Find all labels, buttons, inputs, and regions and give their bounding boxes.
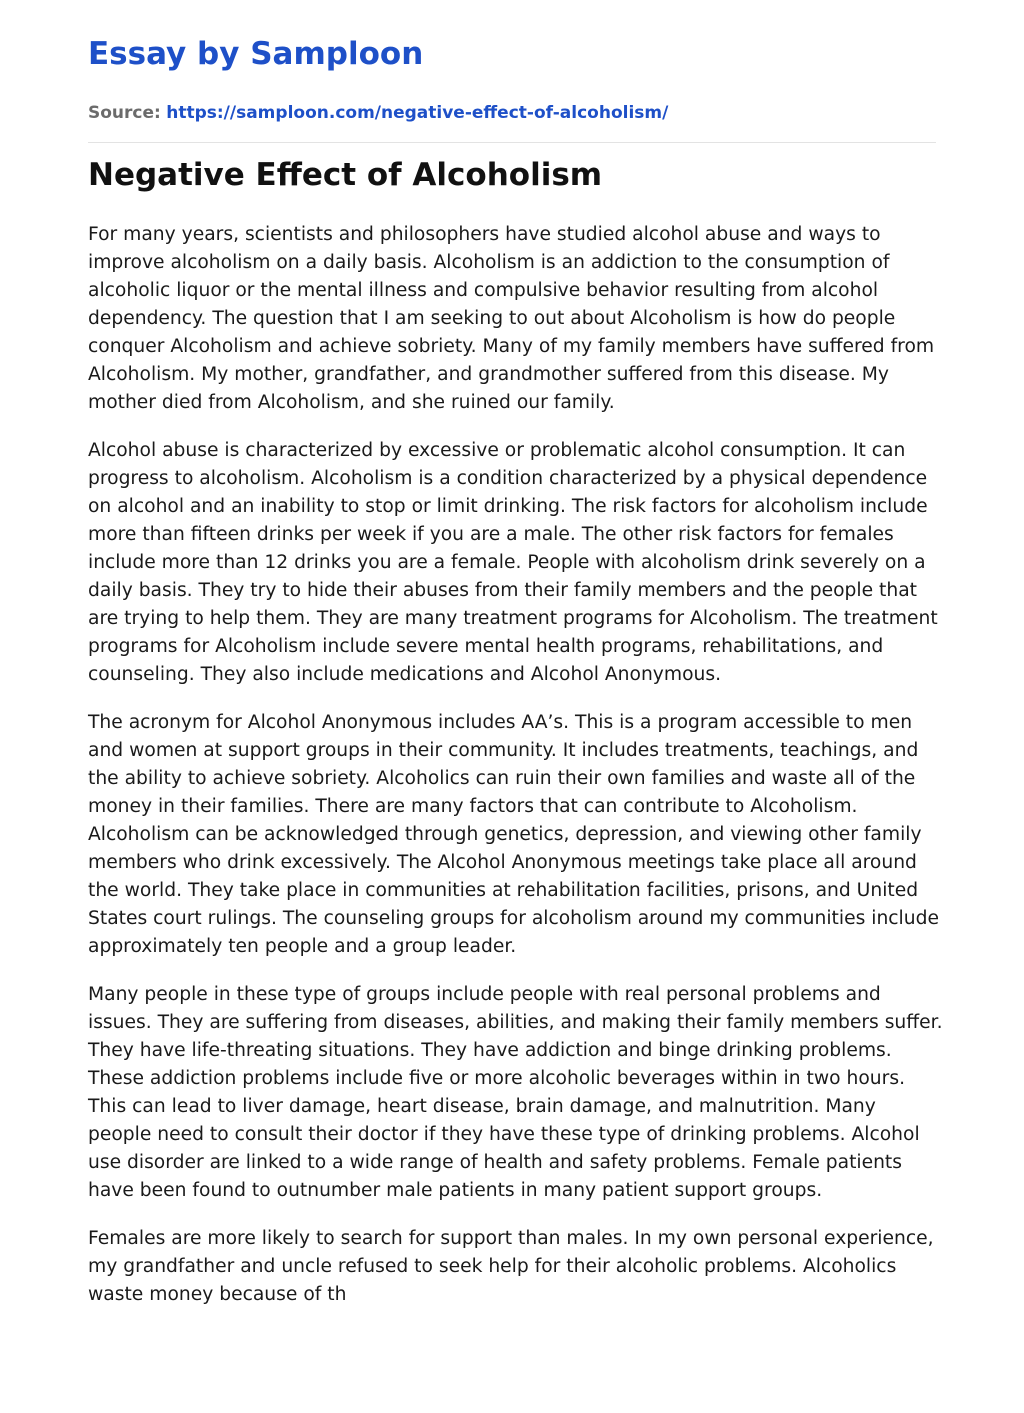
source-line bbox=[88, 103, 668, 123]
essay-paragraph: Many people in these type of groups include people with real personal problems and issues. They are suffering from diseases, abilities, and making their family members suffer. They have life-threating situations. They have addiction and binge drinking problems. These addiction problems include five or more alcoholic beverages within in two hours. This can lead to liver damage, heart disease, brain damage, and malnutrition. Many people need to consult their doctor if they have these type of drinking problems. Alcohol use disorder are linked to a wide range of health and safety problems. Female patients have been found to outnumber male patients in many patient support groups. bbox=[88, 984, 943, 1201]
site-brand[interactable]: Essay by Samploon bbox=[88, 36, 424, 72]
essay-paragraph: Alcohol abuse is characterized by excessive or problematic alcohol consumption. It can progress to alcoholism. Alcoholism is a condition characterized by a physical dependence on alcohol and an inability to stop or limit drinking. The risk factors for alcoholism include more than fifteen drinks per week if you are a male. The other risk factors for females include more than 12 drinks you are a female. People with alcoholism drink severely on a daily basis. They try to hide their abuses from their family members and the people that are trying to help them. They are many treatment programs for Alcoholism. The treatment programs for Alcoholism include severe mental health programs, rehabilitations, and counseling. They also include medications and Alcohol Anonymous. bbox=[88, 440, 938, 685]
essay-paragraph: The acronym for Alcohol Anonymous includes AA’s. This is a program accessible to men and women at support groups in their community. It includes treatments, teachings, and the ability to achieve sobriety. Alcoholics can ruin their own families and waste all of the money in their families. There are many factors that can contribute to Alcoholism. Alcoholism can be acknowledged through genetics, depression, and viewing other family members who drink excessively. The Alcohol Anonymous meetings take place all around the world. They take place in communities at rehabilitation facilities, prisons, and United States court rulings. The counseling groups for alcoholism around my communities include approximately ten people and a group leader. bbox=[88, 712, 939, 957]
header-divider bbox=[88, 142, 936, 143]
source-label: Source: bbox=[88, 103, 161, 123]
source-link[interactable]: https://samploon.com/negative-effect-of-alcoholism/ bbox=[166, 103, 669, 123]
essay-paragraph: For many years, scientists and philosophers have studied alcohol abuse and ways to improve alcoholism on a daily basis. Alcoholism is an addiction to the consumption of alcoholic liquor or the mental illness and compulsive behavior resulting from alcohol dependency. The question that I am seeking to out about Alcoholism is how do people conquer Alcoholism and achieve sobriety. Many of my family members have suffered from Alcoholism. My mother, grandfather, and grandmother suffered from this disease. My mother died from Alcoholism, and she ruined our family. bbox=[88, 224, 935, 413]
essay-body bbox=[88, 221, 944, 1329]
essay-title: Negative Effect of Alcoholism bbox=[88, 157, 603, 193]
essay-paragraph: Females are more likely to search for support than males. In my own personal experience, my grandfather and uncle refused to seek help for their alcoholic problems. Alcoholics waste money because of th bbox=[88, 1228, 934, 1305]
